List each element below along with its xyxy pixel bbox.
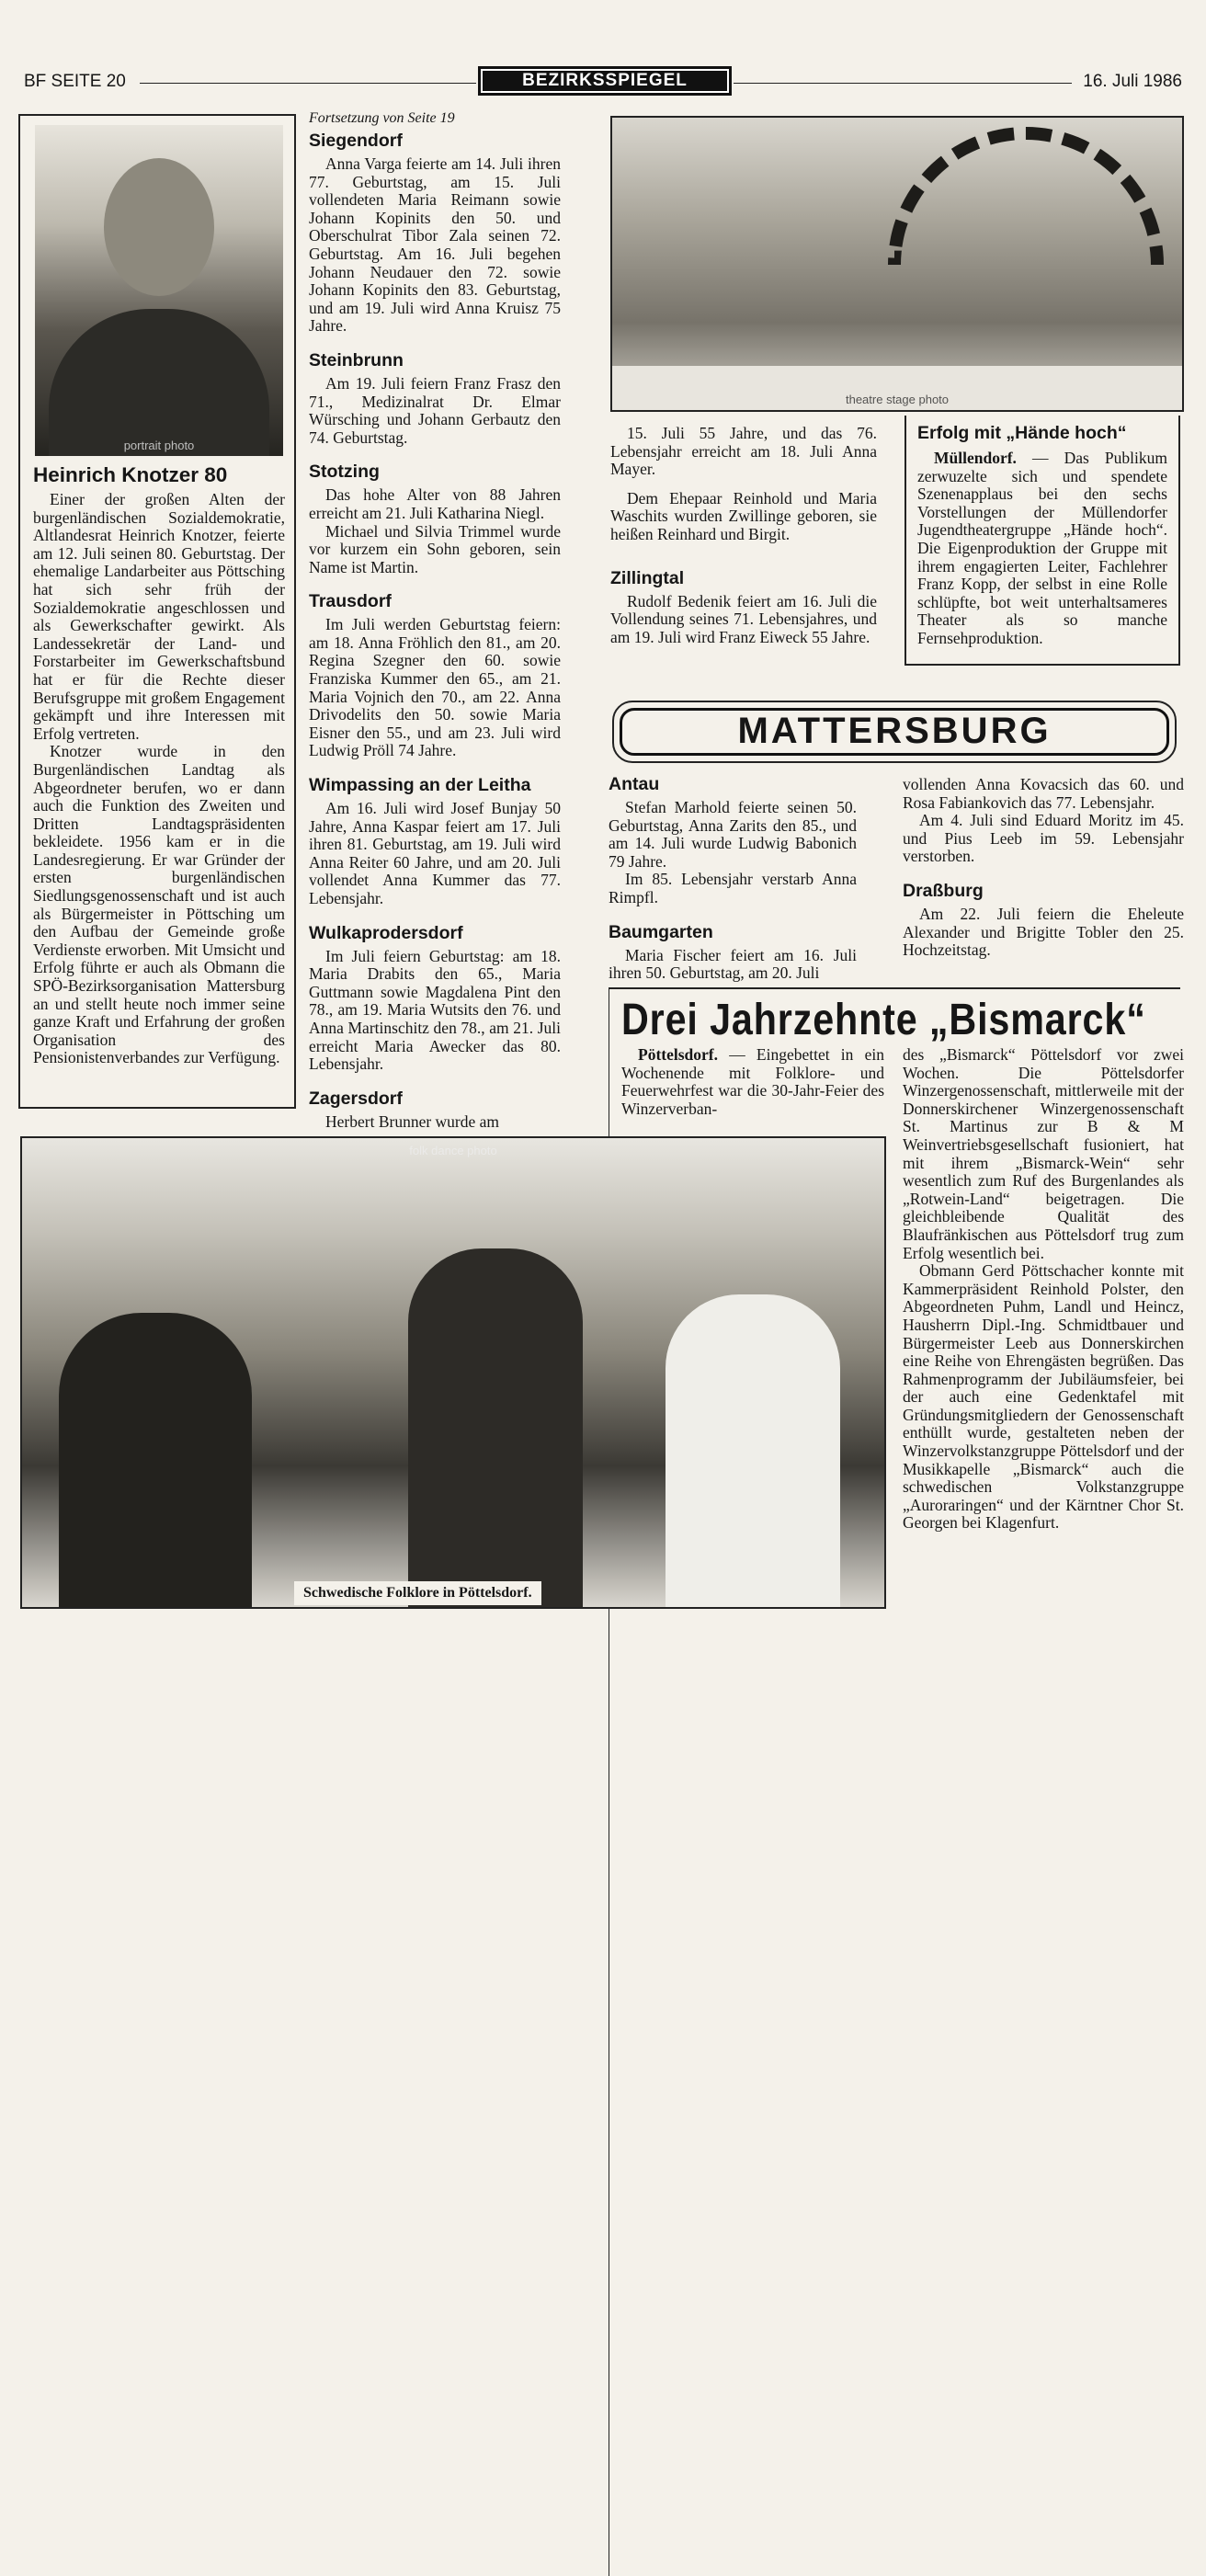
- page-number: BF SEITE 20: [24, 72, 126, 91]
- text-siegendorf: Anna Varga feierte am 14. Juli ihren 77. Geburtstag, am 15. Juli vollendeten Maria Reimann sowie Johann Kopinits den 50. und Oberschulrat Tibor Zala seinen 72. Geburtstag. Am 16. Juli begehen Johann Neudauer den 72. sowie Johann Kopinits den 83. Geburtstag, und am 19. Juli wird Anna Kruisz 75 Jahre.: [309, 154, 561, 336]
- portrait-suit-shape: [49, 309, 269, 456]
- dancer-center-shape: [408, 1248, 583, 1607]
- head-zillingtal: Zillingtal: [610, 567, 685, 588]
- section-banner: [478, 66, 732, 96]
- erfolg-headline: Erfolg mit „Hände hoch“: [917, 423, 1127, 443]
- text-wulkaprodersdorf: Im Juli feiern Geburtstag: am 18. Maria Drabits den 65., Maria Guttmann sowie Magdalena Pint den 78., am 19. Maria Wutsits den 76. und Anna Martinschitz den 78., am 21. Juli erreicht Maria Awecker das 80. Lebensjahr.: [309, 946, 561, 1074]
- bismarck-left-text: [621, 1046, 884, 1118]
- head-trausdorf: Trausdorf: [309, 591, 392, 612]
- erfolg-box: [904, 416, 1180, 666]
- text-antau: Stefan Marhold feierte seinen 50. Geburtstag, Anna Zarits den 85., und am 14. Juli wurde Ludwig Babonich 79 Jahre.: [609, 798, 857, 871]
- text-trausdorf: Im Juli werden Geburtstag feiern: am 18. Anna Fröhlich den 81., am 20. Regina Szegner den 60. sowie Franziska Kummer den 65., am 21. Maria Vojnich den 70., am 22. Anna Drivodelits den 50. sowie Maria Eisner den 55., und am 23. Juli wird Ludwig Pröll 74 Jahre.: [309, 615, 561, 760]
- text-steinbrunn: Am 19. Juli feiern Franz Frasz den 71., Medizinalrat Dr. Elmar Würsching und Johann Gerbautz den 74. Geburtstag.: [309, 373, 561, 447]
- bismarck-right-text: [903, 1046, 1184, 1533]
- birthday-column-3: [610, 425, 877, 646]
- head-zagersdorf: Zagersdorf: [309, 1088, 403, 1109]
- erfolg-place: Müllendorf.: [934, 449, 1017, 467]
- bismarck-top-rule: [609, 987, 1180, 989]
- text-stotzing: Das hohe Alter von 88 Jahren erreicht am 21. Juli Katharina Niegl.: [309, 485, 561, 522]
- knotzer-article: [33, 458, 285, 1067]
- head-antau: Antau: [609, 774, 660, 794]
- continued-note: Fortsetzung von Seite 19: [309, 110, 455, 126]
- bismarck-text-3: Obmann Gerd Pöttschacher konnte mit Kammerpräsident Reinhold Polster, den Abgeordneten Puhm, Landl und Heincz, Hausherrn Dipl.-Ing. Schmidtbauer und Bürgermeister Leeb aus Donnerskirchen eine Reihe von Ehrengästen begrüßen. Das Rahmenprogramm der Jubiläumsfeier, bei der auch eine Gedenktafel mit Gründungsmitgliedern der Genossenschaft enthüllt wurde, gestalteten neben der Winzervolkstanzgruppe Pöttelsdorf und der Musikkapelle „Bismarck“ auch die schwedischen Volkstanzgruppe „Auroraringen“ und der Kärntner Chor St. Georgen bei Klagenfurt.: [903, 1261, 1184, 1533]
- mattersburg-title: MATTERSBURG: [620, 708, 1169, 756]
- knotzer-article-frame: [18, 114, 296, 1109]
- text-baumgarten: Maria Fischer feiert am 16. Juli ihren 50. Geburtstag, am 20. Juli: [609, 945, 857, 983]
- theatre-photo: [610, 116, 1184, 412]
- text-twins: Dem Ehepaar Reinhold und Maria Waschits wurden Zwillinge geboren, sie heißen Reinhard und Birgit.: [610, 488, 877, 543]
- header-rule-left: [140, 83, 476, 84]
- portrait-photo: [35, 125, 283, 456]
- text-mattersburg-deaths: Am 4. Juli sind Eduard Moritz im 45. und Pius Leeb im 59. Lebensjahr verstorben.: [903, 811, 1184, 866]
- dancer-right-shape: [666, 1294, 840, 1607]
- knotzer-paragraph-1: Einer der großen Alten der burgenländischen Sozialdemokratie, Altlandesrat Heinrich Knotzer, feierte am 12. Juli seinen 80. Geburtstag. Der ehemalige Landarbeiter aus Pöttsching hat sich sehr früh der Sozialdemokratie angeschlossen und als Gewerkschafter gewirkt. Als Landessekretär der Land- und Forstarbeiter im Gewerkschaftsbund hat er für die Rechte dieser Berufsgruppe mit großem Engagement gekämpft und ihre Interessen mit Erfolg vertreten.: [33, 490, 285, 743]
- folk-dance-photo-label: folk dance photo: [409, 1144, 497, 1157]
- text-stotzing-2: Michael und Silvia Trimmel wurde vor kurzem ein Sohn geboren, sein Name ist Martin.: [309, 521, 561, 576]
- head-stotzing: Stotzing: [309, 462, 380, 483]
- text-mattersburg-continued: vollenden Anna Kovacsich das 60. und Rosa Fabiankovich das 77. Lebensjahr.: [903, 775, 1184, 812]
- section-title: BEZIRKSSPIEGEL: [483, 71, 727, 91]
- folk-dance-photo: [20, 1136, 886, 1609]
- text-zagersdorf: Herbert Brunner wurde am: [325, 1111, 500, 1131]
- mattersburg-banner: [612, 701, 1177, 763]
- erfolg-text: — Das Publikum zerwuzelte sich und spendete Szenenapplaus bei den sechs Vorstellungen der Müllendorfer Jugendtheatergruppe „Hände hoch“. Die Eigenproduktion der Gruppe mit ihrem engagierten Leiter, Fachlehrer Franz Kopp, der selbst in eine Rolle schlüpfte, bot weit unterhaltsameres Theater als so manche Fernsehproduktion.: [917, 449, 1167, 647]
- head-wimpassing: Wimpassing an der Leitha: [309, 775, 531, 796]
- theatre-photo-label: theatre stage photo: [845, 393, 950, 406]
- portrait-head-shape: [104, 158, 214, 296]
- text-drassburg: Am 22. Juli feiern die Eheleute Alexander und Brigitte Tobler den 25. Hochzeitstag.: [903, 904, 1184, 960]
- dancer-left-shape: [59, 1313, 252, 1607]
- text-wimpassing: Am 16. Juli wird Josef Bunjay 50 Jahre, Anna Kaspar feiert am 17. Juli ihren 81. Geburtstag, am 19. Juli wird Anna Reiter 60 Jahre, und am 20. Juli vollendet Anna Kummer das 77. Lebensjahr.: [309, 799, 561, 907]
- mattersburg-left-column: [609, 770, 857, 983]
- head-siegendorf: Siegendorf: [309, 131, 403, 151]
- head-wulkaprodersdorf: Wulkaprodersdorf: [309, 922, 463, 943]
- head-steinbrunn: Steinbrunn: [309, 349, 404, 370]
- portrait-photo-label: portrait photo: [123, 439, 195, 452]
- bismarck-text-2: des „Bismarck“ Pöttelsdorf vor zwei Wochen. Die Pöttelsdorfer Winzergenossenschaft, mittlerweile mit der Donnerskirchener Winzergenossenschaft St. Martinus zur B & M Weinvertriebsgesellschaft fusioniert, hat mit ihrem „Bismarck-Wein“ sehr wesentlich zum Ruf des Burgenlandes als „Rotwein-Land“ beigetragen. Die gleichbleibende Qualität des Blaufränkischen aus Pöttelsdorf trug zum Erfolg wesentlich bei.: [903, 1045, 1184, 1262]
- knotzer-headline: Heinrich Knotzer 80: [33, 463, 228, 486]
- bismarck-headline: Drei Jahrzehnte „Bismarck“: [621, 996, 1146, 1044]
- head-drassburg: Draßburg: [903, 880, 984, 901]
- bismarck-place: Pöttelsdorf.: [638, 1045, 718, 1064]
- knotzer-paragraph-2: Knotzer wurde in den Burgenländischen Landtag als Abgeordneter berufen, wo er dann auch die Funktion des Zweiten und Dritten Landtagspräsidenten bekleidete. 1956 kam er in die Landesregierung. Er war Gründer der ersten burgenländischen Siedlungsgenossenschaft und ist auch als Bürgermeister in Pöttsching um den Aufbau der Gemeinde große Verdienste erworben. Mit Umsicht und Erfolg führte er auch als Obmann die SPÖ-Bezirksorganisation Mattersburg an und stellt heute noch immer seine ganze Kraft und Erfahrung der großen Organisation des Pensionistenverbandes zur Verfügung.: [33, 742, 285, 1067]
- text-zillingtal: Rudolf Bedenik feiert am 16. Juli die Vollendung seines 71. Lebensjahres, und am 19. Juli wird Franz Eiweck 55 Jahre.: [610, 591, 877, 646]
- head-baumgarten: Baumgarten: [609, 921, 713, 942]
- birthday-column-2: [309, 110, 561, 1131]
- header-rule-right: [734, 83, 1072, 84]
- text-antau-2: Im 85. Lebensjahr verstarb Anna Rimpfl.: [609, 870, 857, 906]
- bismarck-text-1: — Eingebettet in ein Wochenende mit Folklore- und Feuerwehrfest war die 30-Jahr-Feier des Winzerverban-: [621, 1045, 884, 1118]
- text-zagersdorf-continued: 15. Juli 55 Jahre, und das 76. Lebensjahr erreicht am 18. Juli Anna Mayer.: [610, 424, 877, 479]
- stage-arches-shape: [888, 127, 1164, 265]
- issue-date: 16. Juli 1986: [1083, 72, 1182, 91]
- mattersburg-right-column: [903, 776, 1184, 960]
- photo-caption: Schwedische Folklore in Pöttelsdorf.: [294, 1581, 541, 1605]
